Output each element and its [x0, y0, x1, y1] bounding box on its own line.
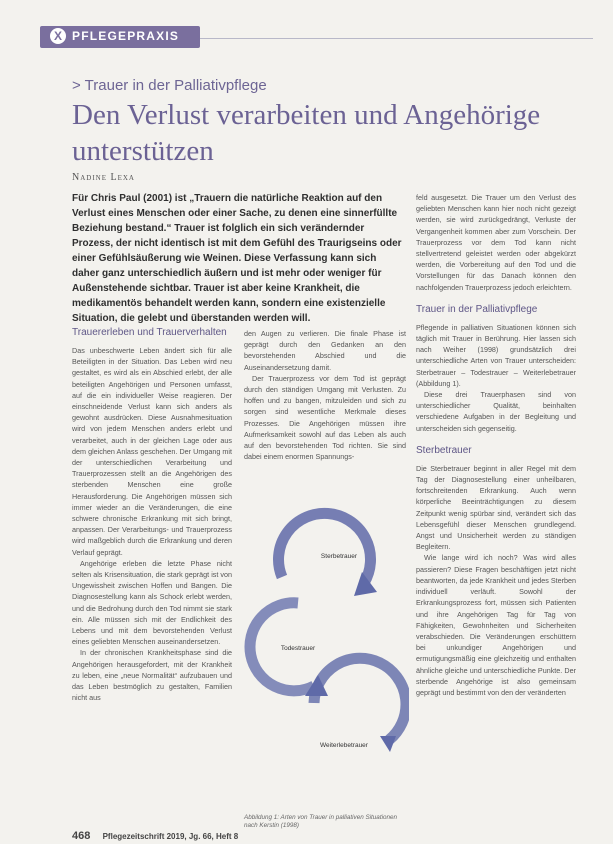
section-header — [0, 24, 613, 54]
section-x-icon: X — [50, 28, 66, 44]
page-number: 468 — [72, 830, 91, 842]
col3-paragraph-3: Die Sterbetrauer beginnt in aller Regel mit dem Tag der Diagnosestellung einer unheilbaren, fortschreitenden Erkrankung. Auch wenn körperliche Beeinträchtigungen zu diesem Zeitpunkt wenig spürbar sind, verändert sich das Lebensgefühl dieser Menschen grundlegend. Angst und Unsicherheit werden zu ständigen Begleitern. — [416, 463, 576, 552]
arrowhead-weiterlebetrauer — [380, 736, 396, 752]
article-kicker: > Trauer in der Palliativpflege — [72, 77, 267, 94]
col2-paragraph-2: Der Trauerprozess vor dem Tod ist geprägt durch den ständigen Umgang mit Verlusten. Zu hoffen und zu bangen, mitzuleiden und sich zu sorgen sind wesentliche Merkmale dieses Prozesses. Die Angehörigen müssen ihre Aufmerksamkeit sowohl auf das Leben als auch auf den bevorstehenden Tod richten. Sie sind dabei einem enormen Spannungs- — [244, 373, 406, 462]
label-sterbetrauer: Sterbetrauer — [320, 553, 358, 560]
col1-paragraph-1: Das unbeschwerte Leben ändert sich für alle Beteiligten in der Situation. Das Leben wird neu gestaltet, es wird als ein Abschied erlebt, der alle beteiligten Angehörigen und Personen umfasst, auf die ein individueller Weise reagieren. Der einschneidende Verlust kann sich anders als gewohnt ausdrücken. Diese Ausnahmesituation wird von jedem Menschen anders erlebt und verarbeitet, auch in der gleichen Lage oder aus dem gleichen Anlass geschehen. Der Umgang mit der unterschiedlichen Verarbeitung und Trauerprozessen stellt an die Angehörigen des sterbenden Menschen eine große Herausforderung. Die Angehörigen müssen sich immer wieder an die Veränderungen, die eine schwere chronische Erkrankung mit sich bringt, anpassen. Der Verarbeitungs- und Trauerprozess wird maßgeblich durch die Erkrankung und deren Verlauf geprägt. — [72, 346, 232, 557]
col1-paragraph-3: In der chronischen Krankheitsphase sind die Angehörigen herausgefordert, mit der Krankheit zu leben, eine „neue Normalität“ aufzubauen und das Leben bestmöglich zu gestalten, Familien nicht aus — [72, 648, 232, 703]
col3-paragraph-0: feld ausgesetzt. Die Trauer um den Verlust des geliebten Menschen kann hier noch nicht gezeigt werden, sie wird zurückgedrängt, Verluste der Vergangenheit kommen aber zum Vorschein. Der Trauerprozess vor dem Tod kann nicht stellvertretend geleistet werden oder abgekürzt werden, die Vorbereitung auf den Tod und die Vorstellungen für das Danach können den nachfolgenden Trauerprozess jedoch erleichtern. — [416, 193, 576, 292]
arc-weiterlebetrauer — [314, 658, 406, 740]
article-author: Nadine Lexa — [72, 172, 135, 183]
col1-paragraph-2: Angehörige erleben die letzte Phase nicht selten als Krisensituation, die stark geprägt ist von Ungewissheit zwischen Hoffen und Bangen. Die Diagnosestellung kann als Schock erlebt werden, und die Bedrohung durch den Tod nimmt sie stark ein. Alle müssen sich mit der Endlichkeit des Lebens und mit dem bevorstehenden Verlust eines geliebten Menschen auseinandersetzen. — [72, 558, 232, 647]
section-label: PFLEGEPRAXIS — [72, 29, 180, 43]
trauer-cycle-diagram — [244, 500, 409, 800]
subheading-palliativpflege: Trauer in der Palliativpflege — [416, 303, 538, 315]
column-3 — [416, 192, 576, 698]
journal-citation: Pflegezeitschrift 2019, Jg. 66, Heft 8 — [102, 832, 239, 841]
col3-paragraph-4: Wie lange wird ich noch? Was wird alles passieren? Diese Fragen beschäftigen jetzt nicht beantworten, da jede Krankheit und jedes Sterben individuell verläuft. Sowohl der Erkrankungsprozess fort, müssen sich Patienten und ihre Angehörigen Tag für Tag von Fähigkeiten, Gewohnheiten und Sicherheiten verabschieden. Die Veränderungen erschüttern bei unkundiger Angehörigen und ermutigungsmäßig eine gleichzeitig und enthalten ähnliche gleiche und unterschiedliche Punkte. Der sterbende Angehörige ist also gemeinsam geprägt und bestimmt von den der veränderten — [416, 553, 576, 697]
label-todestrauer: Todestrauer — [280, 645, 316, 652]
col3-paragraph-1: Pflegende in palliativen Situationen können sich täglich mit Trauer in Berührung. Hier lassen sich nach Weiher (1998) grundsätzlich drei unterschiedliche Arten von Trauer unterscheiden: Sterbetrauer – Todestrauer – Weiterlebetrauer (Abbildung 1). — [416, 322, 576, 388]
col2-paragraph-1: den Augen zu verlieren. Die finale Phase ist geprägt durch den Gedanken an den bevorstehenden Abschied und die Auseinandersetzung damit. — [244, 329, 406, 372]
figure-caption: Abbildung 1: Arten von Trauer in palliativen Situationen nach Kerstin (1998) — [244, 814, 397, 829]
lead-paragraph: Für Chris Paul (2001) ist „Trauern die natürliche Reaktion auf den Verlust eines Menschen oder einer Sache, zu denen eine sinnerfüllte Beziehung bestand.“ Trauer ist folglich ein sich verändernder Prozess, der nicht identisch ist mit dem Gefühl des Traurigseins oder einer Gefühlsäußerung wie Weinen. Diese Verfassung kann sich daher ganz unterschiedlich äußern und ist mehr oder weniger für Außenstehende sichtbar. Trauer ist aber keine Krankheit, die medikamentös behandelt werden kann, sondern eine existenzielle Situation, die gelebt und überstanden werden will. — [72, 193, 402, 324]
column-1 — [72, 326, 232, 704]
subheading-sterbetrauer: Sterbetrauer — [416, 444, 472, 456]
page-footer — [72, 830, 238, 842]
figure-trauerarten — [244, 500, 409, 800]
col3-paragraph-2: Diese drei Trauerphasen sind von unterschiedlicher Qualität, beinhalten verschiedene Aufgaben in der Begleitung und unterscheiden sich gegenseitig. — [416, 390, 576, 433]
arc-sterbetrauer — [279, 513, 371, 583]
label-weiterlebetrauer: Weiterlebetrauer — [320, 742, 368, 749]
subheading-trauererleben: Trauererleben und Trauerverhalten — [72, 327, 227, 338]
column-2 — [244, 328, 406, 462]
article-title: Den Verlust verarbeiten und Angehörige unterstützen — [72, 99, 541, 167]
